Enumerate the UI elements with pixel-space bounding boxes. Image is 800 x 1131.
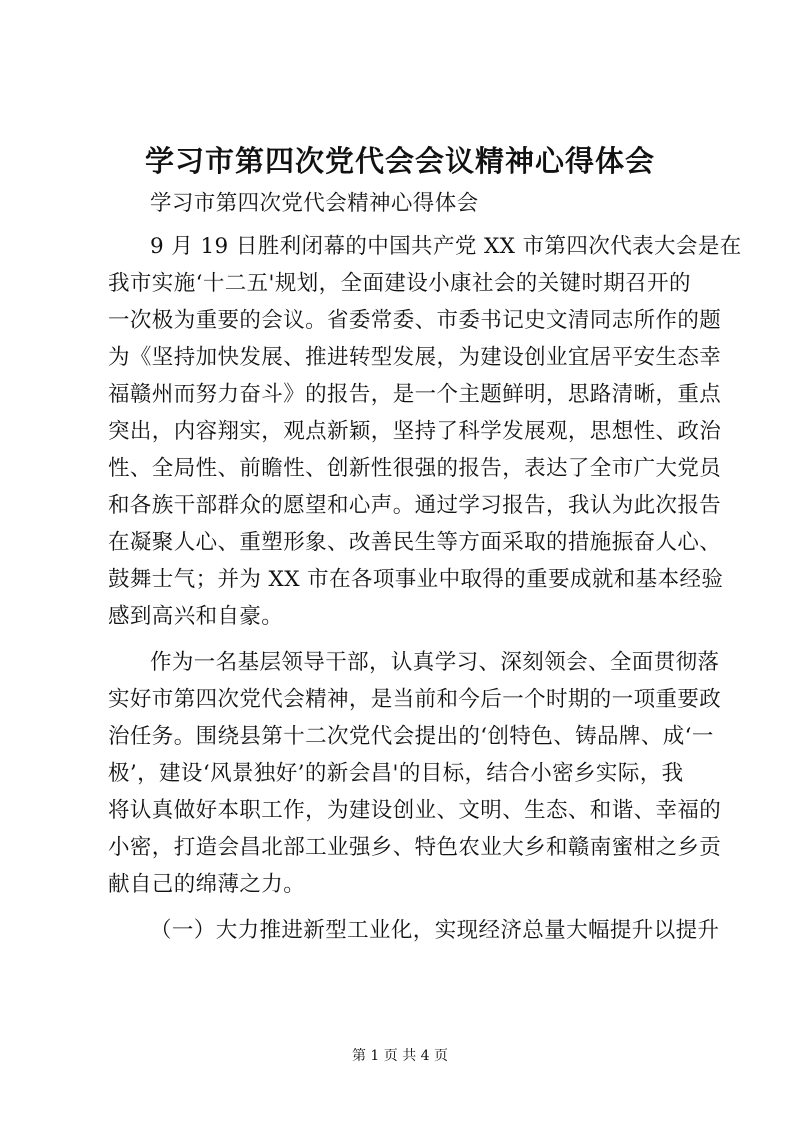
paragraph-line: 感到高兴和自豪。 [108,604,284,629]
paragraph-line: 献自己的绵薄之力。 [108,872,306,897]
document-title: 学习市第四次党代会会议精神心得体会 [144,144,655,178]
paragraph-line: 一次极为重要的会议。省委常委、市委书记史文清同志所作的题 [108,308,722,333]
section-heading-line: （一）大力推进新型工业化，实现经济总量大幅提升以提升 [150,918,720,943]
paragraph-line: 为《坚持加快发展、推进转型发展，为建设创业宜居平安生态幸 [108,345,722,370]
paragraph-line: 福赣州而努力奋斗》的报告，是一个主题鲜明，思路清晰，重点 [108,382,722,407]
paragraph-line: 鼓舞士气；并为 XX 市在各项事业中取得的重要成就和基本经验 [108,567,724,592]
paragraph-line: 作为一名基层领导干部，认真学习、深刻领会、全面贯彻落 [150,650,720,675]
paragraph-line: 突出，内容翔实，观点新颖，坚持了科学发展观，思想性、政治 [108,419,722,444]
paragraph-line: 在凝聚人心、重塑形象、改善民生等方面采取的措施振奋人心、 [108,530,722,555]
paragraph-line: 实好市第四次党代会精神，是当前和今后一个时期的一项重要政 [108,687,722,712]
subtitle-line: 学习市第四次党代会精神心得体会 [150,191,479,216]
paragraph-line: 小密，打造会昌北部工业强乡、特色农业大乡和赣南蜜柑之乡贡 [108,835,722,860]
paragraph-line: 我市实施‘十二五'规划，全面建设小康社会的关键时期召开的 [108,271,691,296]
paragraph-line: 9 月 19 日胜利闭幕的中国共产党 XX 市第四次代表大会是在 [150,234,742,259]
paragraph-line: 极’，建设‘风景独好’的新会昌'的目标，结合小密乡实际，我 [108,761,684,786]
paragraph-line: 将认真做好本职工作，为建设创业、文明、生态、和谐、幸福的 [108,798,722,823]
paragraph-line: 性、全局性、前瞻性、创新性很强的报告，表达了全市广大党员 [108,456,722,481]
paragraph-line: 和各族干部群众的愿望和心声。通过学习报告，我认为此次报告 [108,493,722,518]
page-number: 第 1 页 共 4 页 [351,1048,449,1064]
paragraph-line: 治任务。围绕县第十二次党代会提出的‘创特色、铸品牌、成‘一 [108,724,714,749]
